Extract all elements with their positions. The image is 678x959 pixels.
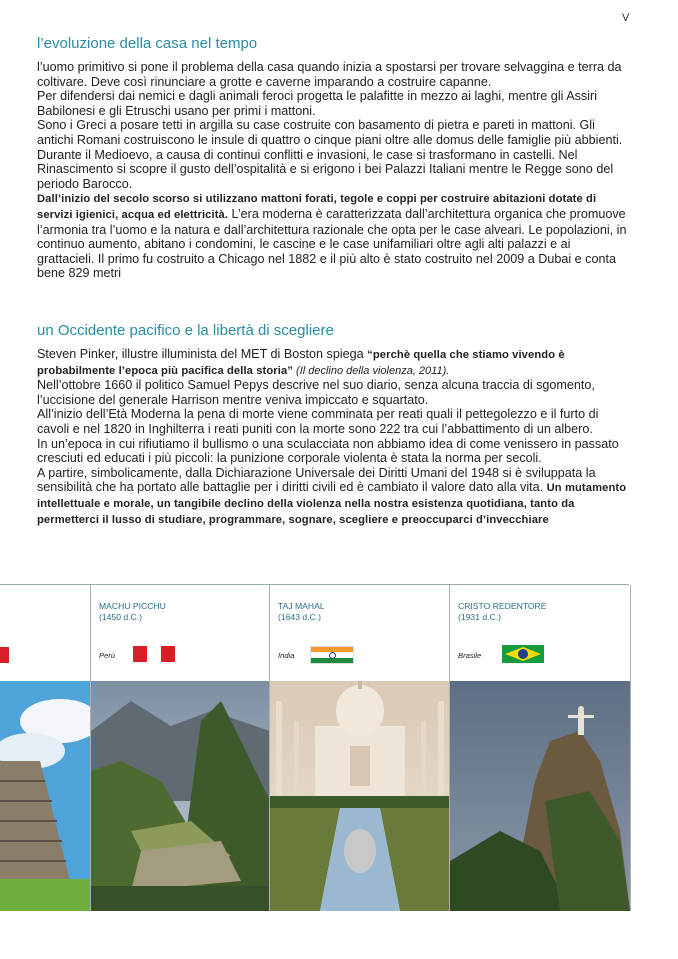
- bold-text: Dall’inizio del secolo scorso si utilizzano mattoni forati, tegole e coppi per costruire abitazioni dotate di servizi igienici, acqua ed elettricità.: [37, 193, 597, 221]
- section-peaceful-west: [37, 322, 627, 527]
- taj-mahal-image: [270, 681, 450, 911]
- wonder-name: CRISTO REDENTORE: [458, 601, 547, 611]
- peru-flag-icon: [133, 646, 175, 662]
- paragraph-text: Steven Pinker, illustre illuminista del MET di Boston spiega: [37, 347, 368, 361]
- bold-quote: “perchè quella che stiamo vivendo è probabilmente l’epoca più pacifica della storia”: [37, 349, 565, 377]
- paragraph: Per difendersi dai nemici e dagli animali feroci progetta le palafitte in mezzo ai laghi, mentre gli Assiri Babilonesi e gli Etruschi usano per primi i mattoni.: [37, 89, 597, 118]
- paragraph: l’uomo primitivo si pone il problema della casa quando inizia a spostarsi per trovare selvaggina e terra da coltivare. Deve così rinunciare a grotte e caverne imparando a costruire capanne.: [37, 60, 622, 89]
- country-label: India: [278, 651, 295, 660]
- peru-flag-partial: [0, 647, 9, 663]
- page-number: V: [622, 12, 630, 24]
- section-title: l’evoluzione della casa nel tempo: [37, 35, 258, 52]
- india-flag-icon: [310, 646, 354, 664]
- country-label: Brasile: [458, 651, 482, 660]
- cristo-redentore-image: [450, 681, 630, 911]
- country-label: Perù: [99, 651, 116, 660]
- wonder-date: (1450 d.C.): [99, 612, 142, 622]
- paragraph: Sono i Greci a posare tetti in argilla su case costruite con basamento di pietra e pareti in mattoni. Gli antichi Romani costruiscono le insule di quattro o cinque piani oltre alle domus delle famiglie più abbienti. Durante il Medioevo, a causa di continui conflitti e invasioni, le case si trasformano in castelli. Nel Rinascimento si scopre il gusto dell’ospitalità e si erigono i bei Palazzi Italiani mentre le Regge sono del periodo Barocco.: [37, 118, 623, 191]
- paragraph: Nell’ottobre 1660 il politico Samuel Pepys descrive nel suo diario, senza alcuna traccia di sgomento, l’uccisione del generale Harrison mentre veniva impiccato e squartato.: [37, 378, 595, 407]
- italic-citation: (Il declino della violenza, 2011).: [292, 364, 450, 377]
- wonder-title: [278, 601, 325, 623]
- wonder-title: [458, 601, 547, 623]
- wonder-date: (1931 d.C.): [458, 612, 501, 622]
- paragraph: [37, 347, 627, 378]
- paragraph: [37, 466, 627, 527]
- wonder-column-cristo-redentore: [449, 585, 631, 911]
- wonder-name: MACHU PICCHU: [99, 601, 166, 611]
- wonder-title: [99, 601, 166, 623]
- paragraph: [37, 191, 627, 281]
- brazil-flag-icon: [502, 645, 544, 663]
- wonder-date: (1643 d.C.): [278, 612, 321, 622]
- wonder-name: TAJ MAHAL: [278, 601, 325, 611]
- paragraph-text: A partire, simbolicamente, dalla Dichiarazione Universale dei Diritti Umani del 1948 si è sviluppata la sensibilità che ha portato alle battaglie per i diritti civili ed è cambiato il valore dato alla vita.: [37, 465, 596, 495]
- paragraph: In un’epoca in cui rifiutiamo il bullismo o una sculacciata non abbiamo idea di come venissero in passato cresciuti ed educati i più piccoli: la punizione corporale violenta è stata la norma per secoli.: [37, 436, 619, 466]
- section-body: [37, 347, 627, 527]
- chichen-itza-image: [0, 681, 90, 911]
- wonders-strip: [0, 584, 629, 911]
- paragraph-text: L’era moderna è caratterizzata dall’architettura organica che promuove l’armonia tra l’uomo e la natura e dall’architettura razionale che opta per le case alveari. Le popolazioni, in continuo aumento, abitano i condomini, le cascine e le case unifamiliari oltre agli alti palazzi e ai grattacieli. Il primo fu costruito a Chicago nel 1882 e il più alto è stato costruito nel 2009 a Dubai e conta bene 829 metri: [37, 206, 627, 281]
- wonder-column-taj-mahal: [269, 585, 450, 911]
- bold-text: Un mutamento intellettuale e morale, un tangibile declino della violenza nella nostra esistenza quotidiana, tanto da permetterci il lusso di studiare, programmare, sognare, scegliere e preoccuparci d’invecchiare: [37, 482, 627, 526]
- section-title: un Occidente pacifico e la libertà di scegliere: [37, 322, 334, 339]
- wonder-column-partial: [0, 585, 90, 911]
- machu-picchu-image: [91, 681, 270, 911]
- section-house-evolution: [37, 35, 627, 281]
- section-body: [37, 60, 627, 281]
- wonder-column-machu-picchu: [90, 585, 270, 911]
- paragraph: All’inizio dell’Età Moderna la pena di morte viene comminata per reati quali il pettegolezzo e il furto di cavoli e nel 1820 in Inghilterra i reati puniti con la morte sono 222 tra cui l’abbattimento di un albero.: [37, 407, 599, 436]
